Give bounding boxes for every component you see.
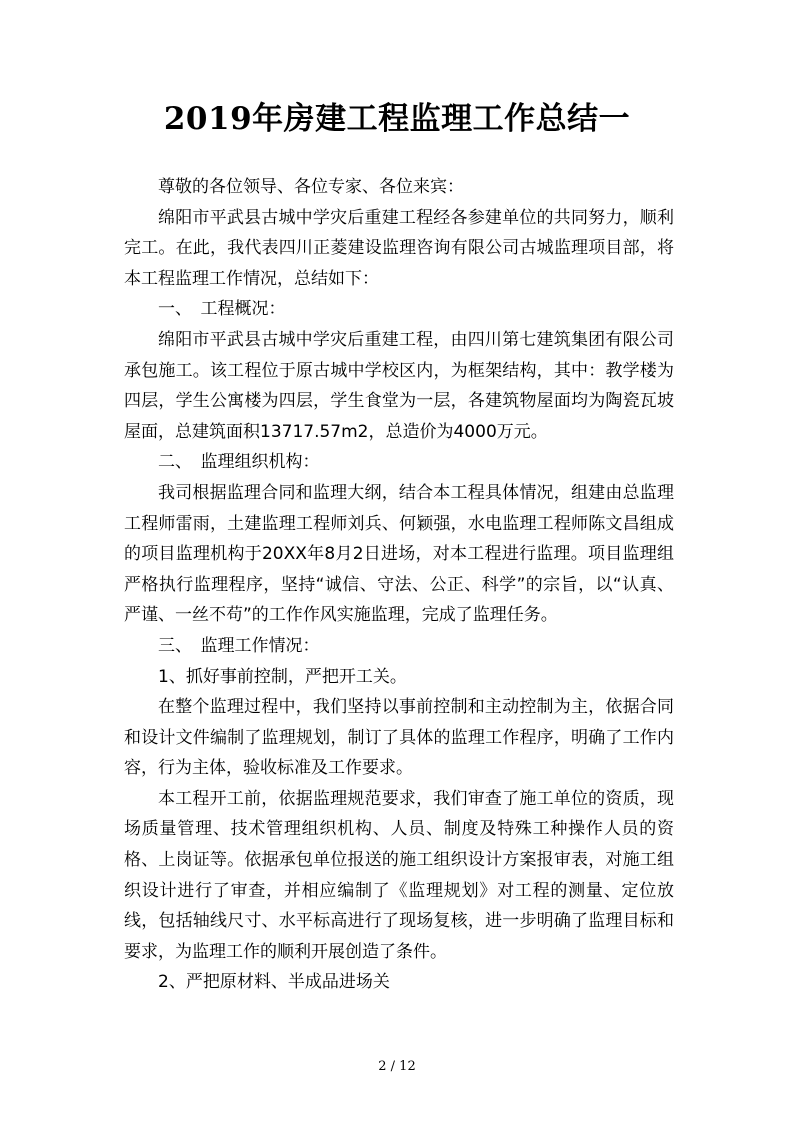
intro-paragraph: 绵阳市平武县古城中学灾后重建工程经各参建单位的共同努力，顺利完工。在此，我代表四川正菱建设监理咨询有限公司古城监理项目部，将本工程监理工作情况，总结如下：	[124, 207, 674, 289]
overview-paragraph: 绵阳市平武县古城中学灾后重建工程，由四川第七建筑集团有限公司承包施工。该工程位于原古城中学校区内，为框架结构，其中：教学楼为四层，学生公寓楼为四层，学生食堂为一层，各建筑物屋面均为陶瓷瓦坡屋面，总建筑面积13717.57m2，总造价为4000万元。	[124, 329, 674, 442]
document-body	[124, 172, 674, 998]
section-heading-overview: 一、 工程概况：	[158, 299, 286, 320]
organization-paragraph: 我司根据监理合同和监理大纲，结合本工程具体情况，组建由总监理工程师雷雨，土建监理工程师刘兵、何颖强，水电监理工程师陈文昌组成的项目监理机构于20XX年8月2日进场，对本工程进行监理。项目监理组严格执行监理程序，坚持“诚信、守法、公正、科学”的宗旨，以“认真、严谨、一丝不苟”的工作作风实施监理，完成了监理任务。	[124, 482, 674, 626]
subheading-prior-control: 1、抓好事前控制，严把开工关。	[158, 666, 407, 687]
subheading-materials: 2、严把原材料、半成品进场关	[158, 972, 390, 993]
page-number: 2 / 12	[378, 1059, 416, 1074]
document-title: 2019年房建工程监理工作总结一	[163, 101, 631, 137]
pre-start-paragraph: 本工程开工前，依据监理规范要求，我们审查了施工单位的资质，现场质量管理、技术管理组织机构、人员、制度及特殊工种操作人员的资格、上岗证等。依据承包单位报送的施工组织设计方案报审表，对施工组织设计进行了审查，并相应编制了《监理规划》对工程的测量、定位放线，包括轴线尺寸、水平标高进行了现场复核，进一步明确了监理目标和要求，为监理工作的顺利开展创造了条件。	[124, 788, 674, 962]
section-heading-organization: 二、 监理组织机构：	[158, 452, 320, 473]
prior-control-paragraph: 在整个监理过程中，我们坚持以事前控制和主动控制为主，依据合同和设计文件编制了监理规划，制订了具体的监理工作程序，明确了工作内容，行为主体，验收标准及工作要求。	[124, 697, 674, 779]
salutation: 尊敬的各位领导、各位专家、各位来宾：	[158, 177, 464, 197]
section-heading-work: 三、 监理工作情况：	[158, 635, 320, 656]
